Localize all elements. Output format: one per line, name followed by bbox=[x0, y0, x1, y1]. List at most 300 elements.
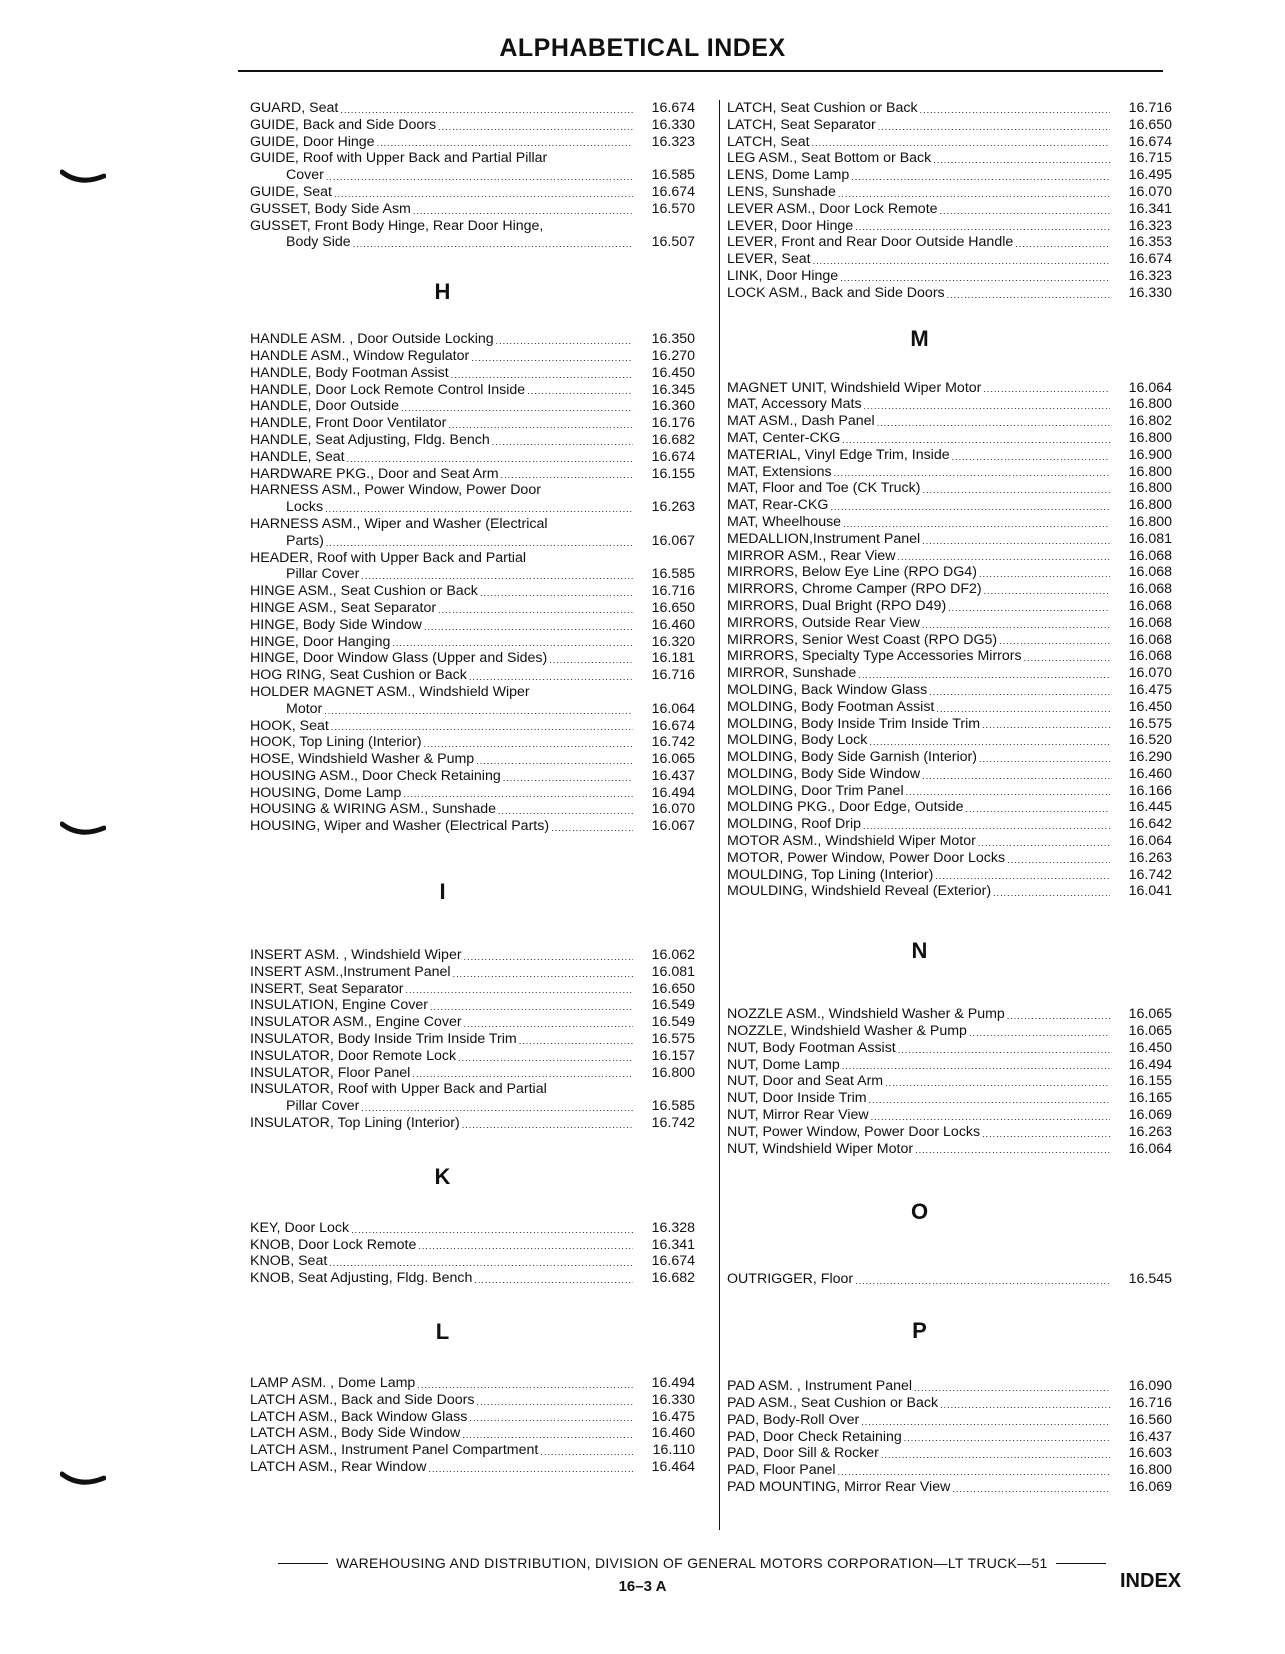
entry-reference-number: 16.742 bbox=[1128, 866, 1172, 883]
entry-name: GUIDE, Back and Side Doors bbox=[250, 116, 437, 133]
entry-name: GUIDE, Door Hinge bbox=[250, 133, 375, 150]
entry-reference-number: 16.575 bbox=[1128, 715, 1172, 732]
section-letter-heading: O bbox=[910, 1199, 929, 1225]
dot-leader bbox=[503, 771, 633, 785]
entry-name: MAT, Rear-CKG bbox=[727, 497, 829, 514]
entry-name: MOULDING, Windshield Reveal (Exterior) bbox=[727, 883, 992, 900]
entry-reference-number: 16.494 bbox=[651, 1375, 695, 1392]
dot-leader bbox=[469, 1411, 633, 1425]
entry-reference-number: 16.900 bbox=[1128, 446, 1172, 463]
entry-name: HINGE ASM., Seat Cushion or Back bbox=[250, 583, 478, 600]
index-entry-continuation bbox=[250, 167, 695, 184]
index-entry bbox=[250, 1409, 695, 1426]
dot-leader bbox=[462, 1118, 633, 1132]
index-entry bbox=[250, 331, 695, 348]
entry-name-continuation: Cover bbox=[286, 167, 324, 184]
index-entry bbox=[727, 201, 1172, 218]
index-entry bbox=[250, 516, 695, 533]
entry-name-continuation: Pillar Cover bbox=[286, 566, 360, 583]
entry-name: HANDLE ASM., Window Regulator bbox=[250, 347, 470, 364]
index-entry bbox=[727, 581, 1172, 598]
dot-leader bbox=[428, 1462, 633, 1476]
entry-reference-number: 16.328 bbox=[651, 1219, 695, 1236]
entry-reference-number: 16.065 bbox=[1128, 1023, 1172, 1040]
index-entry bbox=[727, 1107, 1172, 1124]
index-entry bbox=[250, 1065, 695, 1082]
index-entry-continuation bbox=[250, 499, 695, 516]
dot-leader bbox=[999, 634, 1110, 648]
entry-name: LAMP ASM. , Dome Lamp bbox=[250, 1375, 416, 1392]
index-entry bbox=[727, 833, 1172, 850]
entry-reference-number: 16.475 bbox=[651, 1408, 695, 1425]
index-entry bbox=[250, 751, 695, 768]
entry-reference-number: 16.494 bbox=[1128, 1056, 1172, 1073]
dot-leader bbox=[492, 435, 633, 449]
entry-reference-number: 16.495 bbox=[1128, 167, 1172, 184]
index-entry bbox=[727, 1395, 1172, 1412]
index-entry bbox=[250, 201, 695, 218]
entry-reference-number: 16.642 bbox=[1128, 816, 1172, 833]
entry-reference-number: 16.263 bbox=[1128, 849, 1172, 866]
entry-reference-number: 16.682 bbox=[651, 1270, 695, 1287]
index-entry bbox=[727, 447, 1172, 464]
dot-leader bbox=[979, 567, 1110, 581]
index-entry bbox=[250, 466, 695, 483]
index-entry bbox=[727, 766, 1172, 783]
index-entry bbox=[727, 234, 1172, 251]
entry-name: PAD, Door Check Retaining bbox=[727, 1428, 902, 1445]
dot-leader bbox=[864, 399, 1110, 413]
dot-leader bbox=[498, 804, 633, 818]
dot-leader bbox=[897, 550, 1110, 564]
index-entry bbox=[727, 464, 1172, 481]
entry-reference-number: 16.437 bbox=[651, 767, 695, 784]
dot-leader bbox=[464, 1017, 633, 1031]
index-entry bbox=[250, 1425, 695, 1442]
dot-leader bbox=[838, 1465, 1110, 1479]
dot-leader bbox=[551, 821, 633, 835]
entry-reference-number: 16.290 bbox=[1128, 749, 1172, 766]
entry-name: MAT, Center-CKG bbox=[727, 429, 841, 446]
entry-reference-number: 16.445 bbox=[1128, 799, 1172, 816]
entry-reference-number: 16.715 bbox=[1128, 150, 1172, 167]
index-entry bbox=[727, 1057, 1172, 1074]
section-letter-heading: P bbox=[912, 1318, 927, 1344]
entry-name: KEY, Door Lock bbox=[250, 1219, 350, 1236]
entry-reference-number: 16.330 bbox=[651, 116, 695, 133]
index-entry bbox=[727, 1006, 1172, 1023]
entry-reference-number: 16.081 bbox=[651, 963, 695, 980]
index-entry bbox=[250, 718, 695, 735]
dot-leader bbox=[966, 802, 1110, 816]
dot-leader bbox=[936, 702, 1110, 716]
entry-name: NUT, Power Window, Power Door Locks bbox=[727, 1123, 981, 1140]
dot-leader bbox=[1007, 853, 1110, 867]
entry-name: INSULATOR, Door Remote Lock bbox=[250, 1047, 457, 1064]
dot-leader bbox=[869, 1093, 1110, 1107]
title-rule bbox=[238, 70, 1163, 72]
entry-name: LENS, Dome Lamp bbox=[727, 167, 850, 184]
dot-leader bbox=[933, 153, 1110, 167]
entry-reference-number: 16.323 bbox=[1128, 217, 1172, 234]
index-entry bbox=[727, 1429, 1172, 1446]
entry-name: PAD, Floor Panel bbox=[727, 1462, 836, 1479]
dot-leader bbox=[413, 204, 633, 218]
index-entry bbox=[250, 1375, 695, 1392]
entry-name: LEVER, Door Hinge bbox=[727, 217, 854, 234]
entry-reference-number: 16.800 bbox=[1128, 480, 1172, 497]
entry-name: HOUSING & WIRING ASM., Sunshade bbox=[250, 801, 496, 818]
entry-reference-number: 16.450 bbox=[1128, 698, 1172, 715]
section-letter-heading: M bbox=[910, 325, 929, 351]
entry-reference-number: 16.068 bbox=[1128, 547, 1172, 564]
index-entry bbox=[727, 665, 1172, 682]
index-entry bbox=[727, 867, 1172, 884]
entry-name: INSULATOR, Top Lining (Interior) bbox=[250, 1115, 460, 1132]
dot-leader bbox=[496, 334, 633, 348]
dot-leader bbox=[878, 120, 1110, 134]
entry-reference-number: 16.800 bbox=[1128, 1462, 1172, 1479]
section-letter-heading: N bbox=[911, 938, 928, 964]
index-entry bbox=[250, 768, 695, 785]
dot-leader bbox=[861, 1415, 1110, 1429]
entry-reference-number: 16.716 bbox=[651, 583, 695, 600]
entry-name: HANDLE, Seat Adjusting, Fldg. Bench bbox=[250, 431, 490, 448]
index-entry bbox=[727, 749, 1172, 766]
entry-name: HANDLE, Seat bbox=[250, 448, 345, 465]
entry-reference-number: 16.575 bbox=[651, 1031, 695, 1048]
dot-leader bbox=[334, 187, 633, 201]
entry-name: HOUSING, Dome Lamp bbox=[250, 784, 402, 801]
entry-name: MAT, Wheelhouse bbox=[727, 513, 842, 530]
index-entry bbox=[727, 100, 1172, 117]
entry-name: MATERIAL, Vinyl Edge Trim, Inside bbox=[727, 446, 950, 463]
index-entry bbox=[727, 1073, 1172, 1090]
entry-name-continuation: Pillar Cover bbox=[286, 1098, 360, 1115]
entry-name: MIRRORS, Below Eye Line (RPO DG4) bbox=[727, 564, 977, 581]
entry-reference-number: 16.155 bbox=[651, 465, 695, 482]
entry-reference-number: 16.064 bbox=[1128, 833, 1172, 850]
index-entry bbox=[250, 398, 695, 415]
entry-name: LATCH ASM., Body Side Window bbox=[250, 1425, 461, 1442]
index-entry bbox=[727, 150, 1172, 167]
entry-name: OUTRIGGER, Floor bbox=[727, 1271, 854, 1288]
entry-reference-number: 16.549 bbox=[651, 997, 695, 1014]
entry-reference-number: 16.041 bbox=[1128, 883, 1172, 900]
entry-name: MAT ASM., Dash Panel bbox=[727, 413, 875, 430]
index-entry bbox=[250, 634, 695, 651]
dot-leader bbox=[871, 1110, 1110, 1124]
index-entry bbox=[727, 1090, 1172, 1107]
entry-name: HOG RING, Seat Cushion or Back bbox=[250, 667, 467, 684]
entry-reference-number: 16.068 bbox=[1128, 564, 1172, 581]
entry-reference-number: 16.070 bbox=[651, 801, 695, 818]
page-number: 16–3 A bbox=[618, 1578, 667, 1595]
entry-reference-number: 16.674 bbox=[1128, 133, 1172, 150]
entry-name: PAD, Door Sill & Rocker bbox=[727, 1445, 879, 1462]
dot-leader bbox=[851, 170, 1110, 184]
entry-name: LATCH ASM., Back Window Glass bbox=[250, 1408, 468, 1425]
dot-leader bbox=[922, 534, 1110, 548]
binding-hole-mark bbox=[60, 820, 106, 840]
index-entry bbox=[250, 1115, 695, 1132]
dot-leader bbox=[469, 670, 633, 684]
entry-reference-number: 16.090 bbox=[1128, 1378, 1172, 1395]
entry-name: PAD ASM., Seat Cushion or Back bbox=[727, 1395, 939, 1412]
entry-name: MAT, Accessory Mats bbox=[727, 396, 862, 413]
index-entry bbox=[250, 1014, 695, 1031]
entry-name: GUARD, Seat bbox=[250, 100, 339, 116]
dot-leader bbox=[361, 1101, 633, 1115]
entry-name: INSULATION, Engine Cover bbox=[250, 997, 428, 1014]
entry-reference-number: 16.176 bbox=[651, 415, 695, 432]
dot-leader bbox=[952, 1482, 1110, 1496]
entry-name: HARDWARE PKG., Door and Seat Arm bbox=[250, 465, 499, 482]
index-entry bbox=[727, 816, 1172, 833]
entry-reference-number: 16.062 bbox=[651, 947, 695, 964]
entry-reference-number: 16.068 bbox=[1128, 614, 1172, 631]
index-entry bbox=[250, 684, 695, 701]
index-entry bbox=[250, 1220, 695, 1237]
entry-name: INSERT ASM. , Windshield Wiper bbox=[250, 947, 462, 964]
dot-leader bbox=[881, 1448, 1110, 1462]
index-entry bbox=[727, 648, 1172, 665]
dot-leader bbox=[915, 1143, 1110, 1157]
index-entry bbox=[727, 218, 1172, 235]
dot-leader bbox=[329, 1256, 633, 1270]
section-label: INDEX bbox=[1120, 1570, 1182, 1592]
index-entry bbox=[727, 117, 1172, 134]
index-entry bbox=[250, 100, 695, 117]
entry-name: NUT, Dome Lamp bbox=[727, 1056, 840, 1073]
index-entry bbox=[250, 1392, 695, 1409]
dot-leader bbox=[982, 1127, 1110, 1141]
dot-leader bbox=[947, 288, 1110, 302]
entry-reference-number: 16.450 bbox=[651, 364, 695, 381]
dot-leader bbox=[885, 1076, 1110, 1090]
dot-leader bbox=[527, 384, 633, 398]
entry-name: INSERT, Seat Separator bbox=[250, 980, 404, 997]
dot-leader bbox=[519, 1034, 633, 1048]
index-entry bbox=[727, 1023, 1172, 1040]
dot-leader bbox=[438, 603, 633, 617]
entry-reference-number: 16.464 bbox=[651, 1459, 695, 1476]
dot-leader bbox=[331, 720, 633, 734]
dot-leader bbox=[453, 967, 633, 981]
entry-name: NUT, Mirror Rear View bbox=[727, 1107, 869, 1124]
dot-leader bbox=[401, 401, 633, 415]
index-entry bbox=[727, 1124, 1172, 1141]
dot-leader bbox=[929, 685, 1110, 699]
binding-hole-mark bbox=[60, 168, 106, 188]
entry-reference-number: 16.070 bbox=[1128, 183, 1172, 200]
dot-leader bbox=[842, 1059, 1110, 1073]
index-entry bbox=[727, 514, 1172, 531]
dot-leader bbox=[540, 1445, 633, 1459]
entry-name: HANDLE ASM. , Door Outside Locking bbox=[250, 331, 494, 348]
dot-leader bbox=[424, 620, 633, 634]
index-entry bbox=[727, 632, 1172, 649]
index-entry bbox=[727, 1412, 1172, 1429]
entry-name: LOCK ASM., Back and Side Doors bbox=[727, 284, 945, 301]
dot-leader bbox=[842, 433, 1110, 447]
entry-reference-number: 16.064 bbox=[1128, 1140, 1172, 1157]
entry-name: INSULATOR, Body Inside Trim Inside Trim bbox=[250, 1031, 517, 1048]
index-entry bbox=[250, 617, 695, 634]
index-entry bbox=[727, 167, 1172, 184]
dot-leader bbox=[325, 502, 633, 516]
entry-name: LATCH ASM., Back and Side Doors bbox=[250, 1391, 475, 1408]
entry-reference-number: 16.545 bbox=[1128, 1271, 1172, 1288]
entry-name: MIRRORS, Chrome Camper (RPO DF2) bbox=[727, 581, 982, 598]
dot-leader bbox=[458, 1051, 633, 1065]
entry-name: LEVER ASM., Door Lock Remote bbox=[727, 200, 938, 217]
entry-name: HINGE, Door Window Glass (Upper and Sides) bbox=[250, 650, 548, 667]
entry-reference-number: 16.494 bbox=[651, 784, 695, 801]
index-entry bbox=[727, 1445, 1172, 1462]
index-entry-continuation bbox=[250, 701, 695, 718]
dot-leader bbox=[1024, 651, 1110, 665]
index-entry bbox=[727, 430, 1172, 447]
entry-name: MIRRORS, Outside Rear View bbox=[727, 614, 920, 631]
entry-name: MIRRORS, Specialty Type Accessories Mirrors bbox=[727, 648, 1022, 665]
entry-reference-number: 16.263 bbox=[651, 499, 695, 516]
dot-leader bbox=[978, 836, 1110, 850]
dot-leader bbox=[993, 886, 1110, 900]
entry-reference-number: 16.742 bbox=[651, 734, 695, 751]
index-entry bbox=[727, 1141, 1172, 1158]
index-entry bbox=[727, 564, 1172, 581]
entry-name: MIRROR, Sunshade bbox=[727, 665, 857, 682]
index-entry bbox=[250, 1270, 695, 1287]
entry-name: LATCH ASM., Rear Window bbox=[250, 1459, 427, 1476]
dot-leader bbox=[855, 1274, 1110, 1288]
entry-name: MAGNET UNIT, Windshield Wiper Motor bbox=[727, 379, 982, 396]
binding-hole-mark bbox=[60, 1470, 106, 1490]
entry-name: MIRROR ASM., Rear View bbox=[727, 547, 896, 564]
entry-name: KNOB, Seat bbox=[250, 1253, 328, 1270]
index-entry bbox=[250, 818, 695, 835]
dot-leader bbox=[979, 752, 1110, 766]
dot-leader bbox=[935, 869, 1110, 883]
entry-name: MOLDING, Body Lock bbox=[727, 732, 868, 749]
dot-leader bbox=[326, 170, 633, 184]
entry-name: MOLDING, Body Inside Trim Inside Trim bbox=[727, 715, 981, 732]
index-entry bbox=[727, 783, 1172, 800]
dot-leader bbox=[877, 416, 1110, 430]
index-entry bbox=[727, 716, 1172, 733]
entry-reference-number: 16.650 bbox=[1128, 116, 1172, 133]
entry-name: MOTOR ASM., Windshield Wiper Motor bbox=[727, 833, 976, 850]
entry-reference-number: 16.549 bbox=[651, 1014, 695, 1031]
dot-leader bbox=[969, 1026, 1110, 1040]
entry-name: MOLDING, Back Window Glass bbox=[727, 681, 928, 698]
entry-reference-number: 16.570 bbox=[651, 200, 695, 217]
dot-leader bbox=[843, 517, 1110, 531]
entry-name: HOSE, Windshield Washer & Pump bbox=[250, 751, 475, 768]
entry-reference-number: 16.742 bbox=[651, 1115, 695, 1132]
index-entry bbox=[727, 268, 1172, 285]
dot-leader bbox=[361, 569, 633, 583]
dot-leader bbox=[417, 1378, 633, 1392]
entry-name: NOZZLE ASM., Windshield Washer & Pump bbox=[727, 1006, 1005, 1023]
entry-reference-number: 16.460 bbox=[1128, 765, 1172, 782]
section-letter-heading: L bbox=[435, 1319, 450, 1345]
dot-leader bbox=[869, 735, 1110, 749]
entry-name: HINGE, Door Hanging bbox=[250, 633, 391, 650]
index-entry-continuation bbox=[250, 234, 695, 251]
entry-reference-number: 16.070 bbox=[1128, 665, 1172, 682]
entry-reference-number: 16.585 bbox=[651, 566, 695, 583]
entry-name: MOLDING, Body Side Garnish (Interior) bbox=[727, 749, 977, 766]
entry-name-continuation: Motor bbox=[286, 700, 323, 717]
index-entry bbox=[250, 583, 695, 600]
index-entry bbox=[727, 285, 1172, 302]
index-entry bbox=[727, 598, 1172, 615]
dot-leader bbox=[906, 785, 1110, 799]
index-entry bbox=[727, 548, 1172, 565]
entry-reference-number: 16.110 bbox=[652, 1442, 695, 1459]
index-entry bbox=[250, 432, 695, 449]
dot-leader bbox=[940, 1398, 1110, 1412]
dot-leader bbox=[863, 819, 1110, 833]
entry-name: HOUSING ASM., Door Check Retaining bbox=[250, 767, 501, 784]
dot-leader bbox=[392, 636, 633, 650]
index-entry bbox=[727, 1040, 1172, 1057]
entry-name: MOLDING, Roof Drip bbox=[727, 816, 862, 833]
dot-leader bbox=[326, 536, 633, 550]
entry-reference-number: 16.800 bbox=[1128, 463, 1172, 480]
dot-leader bbox=[406, 983, 633, 997]
index-entry bbox=[250, 785, 695, 802]
entry-reference-number: 16.716 bbox=[1128, 100, 1172, 116]
entry-reference-number: 16.460 bbox=[651, 1425, 695, 1442]
entry-name: GUSSET, Front Body Hinge, Rear Door Hinge, bbox=[250, 217, 544, 234]
entry-reference-number: 16.341 bbox=[1128, 200, 1172, 217]
entry-reference-number: 16.800 bbox=[1128, 429, 1172, 446]
entry-reference-number: 16.800 bbox=[1128, 513, 1172, 530]
entry-reference-number: 16.157 bbox=[651, 1047, 695, 1064]
entry-reference-number: 16.437 bbox=[1128, 1428, 1172, 1445]
entry-name: MOLDING, Door Trim Panel bbox=[727, 782, 904, 799]
entry-name: GUSSET, Body Side Asm bbox=[250, 200, 411, 217]
index-entry bbox=[727, 682, 1172, 699]
entry-name: LEG ASM., Seat Bottom or Back bbox=[727, 150, 932, 167]
index-entry bbox=[250, 667, 695, 684]
index-entry bbox=[250, 964, 695, 981]
index-entry-continuation bbox=[250, 566, 695, 583]
entry-name: LEVER, Front and Rear Door Outside Handle bbox=[727, 234, 1014, 251]
entry-reference-number: 16.263 bbox=[1128, 1123, 1172, 1140]
dot-leader bbox=[840, 271, 1110, 285]
dot-leader bbox=[353, 237, 633, 251]
dot-leader bbox=[838, 187, 1110, 201]
index-entry bbox=[727, 850, 1172, 867]
dot-leader bbox=[476, 1395, 633, 1409]
index-entry bbox=[727, 134, 1172, 151]
index-entry bbox=[250, 1081, 695, 1098]
dot-leader bbox=[476, 754, 633, 768]
entry-name: LATCH ASM., Instrument Panel Compartment bbox=[250, 1442, 539, 1459]
index-entry-continuation bbox=[250, 1098, 695, 1115]
dot-leader bbox=[952, 450, 1110, 464]
dot-leader bbox=[403, 787, 633, 801]
index-entry bbox=[250, 550, 695, 567]
dot-leader bbox=[834, 466, 1110, 480]
entry-reference-number: 16.520 bbox=[1128, 732, 1172, 749]
index-entry bbox=[250, 117, 695, 134]
index-entry bbox=[727, 251, 1172, 268]
